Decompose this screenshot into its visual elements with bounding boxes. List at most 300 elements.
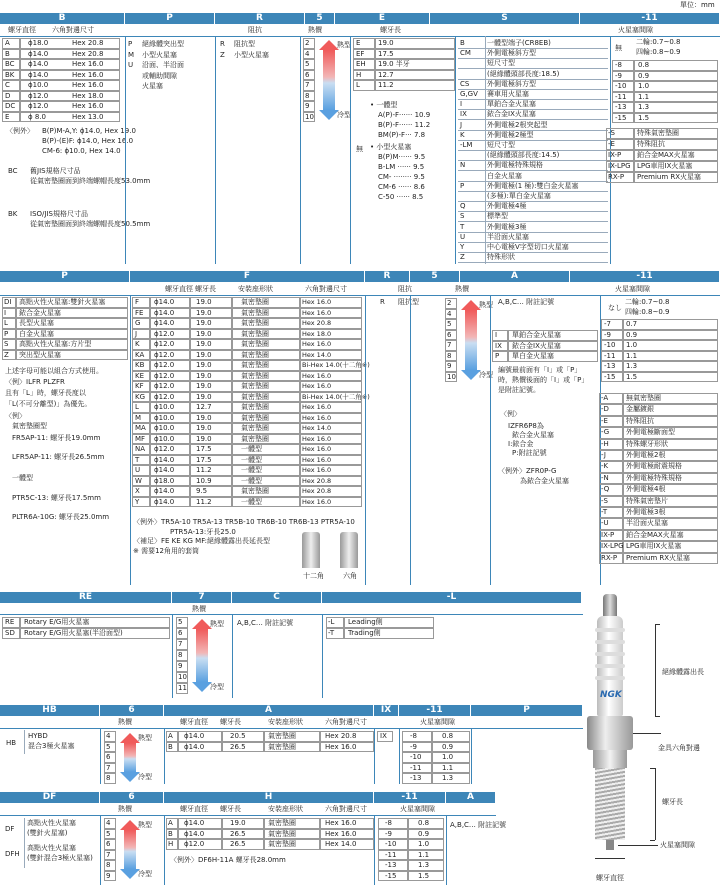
text: -N	[601, 473, 609, 482]
text: 螺牙直徑	[165, 285, 193, 293]
text: B(P)M-A,Y: ϕ14.0, Hex 19.0	[42, 127, 136, 135]
text: C-50 ······ 8.5	[378, 193, 424, 201]
text: K	[460, 130, 465, 139]
divider	[130, 295, 131, 585]
text: G	[135, 319, 141, 327]
text: NA	[135, 445, 146, 453]
insulator-rib	[595, 664, 625, 668]
text: • 小型火星塞	[370, 143, 412, 151]
text: • 一體型	[370, 101, 398, 109]
text: 氣密墊圈	[268, 840, 296, 848]
text: 19.0	[196, 371, 212, 380]
text: 沿面、半沿面	[142, 61, 184, 69]
text: BK	[8, 210, 18, 218]
text: 0.9	[626, 330, 638, 339]
divider	[471, 728, 472, 784]
text: 絕緣體露出長	[662, 668, 704, 676]
text: 5	[178, 618, 183, 626]
text: IX-LPG	[608, 162, 631, 170]
text: 安裝座形狀	[268, 805, 303, 813]
text: ϕ14.0	[28, 60, 49, 68]
text: 4	[305, 49, 310, 58]
divider	[365, 295, 366, 585]
divider	[458, 232, 608, 233]
text: 19.0	[230, 819, 246, 827]
text: BM(P)-F··· 7.8	[378, 131, 426, 139]
text: KB	[135, 361, 145, 369]
divider	[0, 614, 583, 615]
text: -U	[601, 519, 609, 528]
text: 10	[178, 673, 187, 681]
text: Hex 16.0	[72, 60, 104, 68]
text: ※ 需要12角用的套筒	[133, 547, 199, 555]
text: 氣密墊圈	[268, 742, 296, 751]
text: 19.0	[196, 298, 212, 306]
header-cell: B	[0, 13, 125, 24]
text: 冷型	[337, 111, 351, 119]
text: B	[168, 829, 173, 838]
text: I	[460, 100, 463, 109]
text: 19.0	[196, 392, 212, 401]
text: H	[356, 70, 362, 79]
text: 5	[106, 829, 111, 838]
text: P	[495, 352, 500, 360]
text: 26.5	[230, 840, 246, 848]
text: ϕ14.0	[154, 308, 175, 317]
divider	[458, 201, 608, 202]
text: 11.2	[196, 497, 212, 506]
text: 0.8	[418, 819, 430, 827]
text: H	[168, 840, 174, 848]
text: Hex 14.0	[325, 840, 357, 848]
text: 螺牙直徑	[596, 874, 624, 882]
text: 6	[106, 840, 111, 848]
text: 0.8	[638, 61, 650, 69]
text: ϕ12.0	[28, 91, 49, 100]
text: 安裝座形狀	[238, 285, 273, 293]
divider	[100, 728, 101, 784]
text: 19.0 半牙	[378, 60, 410, 68]
text: I	[495, 331, 498, 339]
text: EF	[356, 49, 365, 58]
text: 上述字母可能以組合方式使用。	[5, 367, 103, 375]
text: (雙針火星塞)	[27, 829, 68, 837]
text: CM-6 ······ 8.6	[378, 183, 425, 191]
text: S	[4, 340, 9, 348]
text: -E	[601, 416, 608, 425]
text: 〈例外〉ZFR0P-G	[498, 467, 557, 475]
text: 0.8	[442, 732, 454, 740]
text: 1.3	[442, 774, 454, 782]
text: 11	[178, 684, 187, 692]
text: 6	[447, 330, 452, 339]
text: 外側電極斜方型	[487, 79, 536, 88]
text: 氣密墊圈	[268, 829, 296, 838]
insulator-rib	[595, 628, 625, 632]
text: Hex 20.8	[325, 732, 357, 740]
text: Hex 16.0	[302, 413, 332, 422]
text: 12.7	[196, 403, 212, 411]
section-header	[0, 792, 496, 803]
text: 螺牙長	[220, 718, 241, 726]
text: 二輪:0.7~0.8	[636, 38, 681, 46]
text: 時，熱價後面的「I」或「P」	[498, 376, 589, 384]
insulator-rib	[595, 652, 625, 656]
text: 外側電極3極	[487, 222, 527, 231]
text: KF	[135, 382, 144, 390]
text: 熱型	[337, 41, 351, 49]
text: D	[5, 91, 11, 100]
text: 19.0	[196, 329, 212, 338]
text: DF	[5, 825, 15, 833]
header-cell: A	[460, 271, 570, 282]
text: 冷型	[479, 371, 493, 379]
text: BK	[5, 70, 15, 79]
text: 一體型	[241, 455, 262, 464]
text: U	[135, 466, 141, 474]
text: 金屬鍍銀	[626, 405, 654, 414]
text: B	[460, 39, 465, 47]
text: 1.3	[626, 362, 638, 370]
text: 〈例〉	[5, 412, 26, 420]
hex-nut	[340, 532, 358, 568]
header-cell: P	[471, 705, 583, 716]
plug-hex	[587, 716, 633, 750]
text: 17.5	[378, 49, 394, 58]
text: 阻抗型	[398, 298, 419, 306]
text: 螺牙長	[380, 26, 401, 34]
divider	[446, 815, 447, 885]
text: ϕ10.0	[154, 434, 175, 443]
text: ϕ14.0	[184, 742, 205, 751]
frame	[623, 351, 718, 362]
divider	[215, 36, 216, 264]
text: Hex 20.8	[302, 487, 332, 495]
text: Hex 14.0	[302, 350, 332, 359]
text: ϕ14.0	[184, 829, 205, 838]
text: F	[135, 298, 140, 306]
text: 氣密墊圈	[241, 308, 269, 317]
text: 螺牙直徑	[180, 718, 208, 726]
text: T	[460, 222, 465, 231]
divider	[410, 295, 411, 585]
text: LPG車用IX火星塞	[637, 162, 693, 170]
text: B(P)-F······ 11.2	[378, 121, 431, 129]
text: 鉑合金MAX火星塞	[626, 530, 684, 539]
header-cell: -11	[374, 792, 446, 803]
text: ϕ14.0	[184, 732, 205, 740]
plug-thread	[595, 768, 625, 840]
text: LPG車用IX火星塞	[626, 542, 682, 551]
text: B	[168, 742, 173, 751]
divider	[172, 614, 173, 698]
text: 外側電極2根突起型	[487, 120, 548, 129]
header-cell: S	[430, 13, 580, 24]
text: 火星塞間隙	[618, 26, 653, 34]
divider	[655, 768, 656, 840]
text: 短尺寸型	[487, 141, 515, 149]
text: 四輪:0.8~0.9	[625, 308, 670, 316]
text: 11.2	[196, 466, 212, 474]
divider	[458, 262, 608, 263]
text: B(P)M······ 9.5	[378, 153, 426, 161]
text: A,B,C… 附註記號	[498, 298, 555, 306]
text: ϕ18.0	[28, 39, 49, 47]
text: 特殊氣密墊片	[626, 496, 668, 505]
text: -G	[601, 428, 610, 437]
cold-arrow-icon	[120, 869, 140, 879]
text: LFR5AP-11: 螺牙長26.5mm	[12, 453, 105, 461]
text: 二輪:0.7~0.8	[625, 298, 670, 306]
header-cell: 6	[100, 792, 164, 803]
divider	[0, 728, 583, 729]
text: 1.0	[638, 82, 650, 90]
text: I:銥合金	[508, 440, 534, 448]
text: 熱價	[118, 805, 132, 813]
text: 銥合金IX火星塞	[512, 341, 561, 350]
text: 銥合金火星塞	[19, 308, 61, 317]
header-cell: -11	[399, 705, 471, 716]
text: 氣密墊圈	[241, 371, 269, 380]
text: 冷型	[138, 870, 152, 878]
text: Hex 16.0	[302, 382, 332, 390]
text: Hex 18.0	[72, 91, 104, 100]
text: -10	[615, 82, 627, 90]
text: CM	[460, 49, 471, 58]
text: ϕ10.0	[154, 403, 175, 411]
text: 冷型	[210, 683, 224, 691]
text: 一體型	[241, 476, 262, 485]
text: W	[135, 476, 142, 485]
text: ϕ12.0	[154, 392, 175, 401]
text: B	[5, 49, 10, 58]
divider	[0, 815, 496, 816]
text: 氣密墊圈	[241, 298, 269, 306]
divider	[595, 858, 625, 859]
text: IX	[460, 110, 467, 119]
section-header	[0, 271, 720, 282]
header-cell: P	[0, 271, 130, 282]
text: -8	[615, 61, 622, 69]
text: Rotary E/G用火星塞(半沿面型)	[24, 629, 123, 637]
text: 特殊螺牙形狀	[626, 439, 668, 448]
text: R	[220, 40, 225, 48]
text: 熱價	[118, 718, 132, 726]
text: Z	[220, 50, 225, 59]
text: なし	[608, 304, 622, 312]
text: 一體型	[12, 474, 33, 482]
text: Hex 16.0	[302, 466, 332, 474]
text: 阻抗	[248, 26, 262, 34]
text: ϕ12.0	[154, 361, 175, 369]
header-cell: -11	[580, 13, 720, 24]
text: -9	[604, 330, 611, 339]
text: 6	[305, 70, 310, 79]
text: 或輔助間隙	[142, 71, 177, 80]
header-cell: F	[130, 271, 365, 282]
section-header	[0, 592, 582, 603]
text: -8	[385, 819, 392, 827]
text: 1.1	[442, 763, 454, 772]
divider	[458, 211, 608, 212]
text: 〈例外〉TR5A-10 TR5A-13 TR5B-10 TR6B-10 TR6B-13 PTR5A-10	[133, 518, 355, 526]
text: Hex 14.0	[302, 424, 332, 432]
text: E	[5, 112, 10, 121]
header-cell: IX	[374, 705, 399, 716]
text: -S	[608, 129, 615, 137]
text: ϕ10.0	[28, 81, 49, 89]
text: 10	[447, 372, 456, 381]
text: -11	[410, 763, 422, 772]
text: K	[135, 340, 140, 348]
text: ϕ12.0	[154, 329, 175, 338]
header-cell: 6	[100, 705, 164, 716]
text: 是附註記號。	[498, 386, 540, 394]
divider	[458, 252, 608, 253]
text: PTR5C-13: 螺牙長17.5mm	[12, 494, 101, 502]
text: 一體型	[241, 497, 262, 506]
header-cell: C	[232, 592, 322, 603]
text: ϕ10.0	[154, 413, 175, 422]
text: PLTR6A-10G: 螺牙長25.0mm	[12, 513, 110, 521]
text: Hex 16.0	[72, 70, 104, 79]
text: M	[128, 50, 135, 59]
text: 8	[447, 351, 452, 360]
text: 氣密墊圈	[241, 382, 269, 390]
text: Hex 20.8	[72, 39, 104, 47]
text: 舊JIS規格尺寸品	[30, 167, 81, 175]
text: -J	[601, 451, 606, 459]
text: 六角對邊尺寸	[305, 285, 347, 293]
text: ϕ12.0	[154, 382, 175, 390]
cold-arrow-icon	[192, 682, 212, 692]
text: -15	[615, 113, 627, 122]
cold-arrow-icon	[461, 370, 481, 380]
text: 2	[305, 39, 310, 47]
hot-arrow-icon	[461, 300, 481, 310]
text: -11	[385, 850, 397, 859]
text: 外側電極2根	[626, 451, 666, 459]
text: ISO/JIS規格尺寸品	[30, 210, 88, 218]
text: A(P)-F······ 10.9	[378, 111, 431, 119]
text: 1.5	[638, 113, 650, 122]
frame	[623, 372, 718, 383]
text: -LM	[460, 141, 473, 149]
text: 無氣密墊圈	[626, 394, 661, 402]
text: EH	[356, 60, 366, 68]
text: 外側電極斷面型	[626, 428, 675, 437]
text: 阻抗	[398, 285, 412, 293]
text: 19.0	[196, 424, 212, 432]
text: 10	[305, 112, 314, 121]
text: A	[168, 819, 173, 827]
bihex-nut	[302, 532, 320, 568]
text: E	[356, 39, 361, 47]
divider	[0, 36, 720, 37]
text: Z	[460, 253, 465, 262]
text: 外側電極特殊規格	[487, 161, 543, 170]
text: ϕ14.0	[154, 487, 175, 495]
divider	[490, 295, 491, 585]
text: ϕ14.0	[154, 455, 175, 464]
text: ϕ14.0	[154, 298, 175, 306]
text: B(P)-(E)F: ϕ14.0, Hex 16.0	[42, 137, 134, 145]
text: 1.0	[418, 840, 430, 848]
text: 從氣密墊圈面到終端螺帽長度53.0mm	[30, 177, 151, 185]
text: 特殊氣密墊圈	[637, 129, 679, 137]
text: DI	[4, 298, 12, 306]
text: M	[135, 413, 142, 422]
text: 6	[106, 753, 111, 761]
text: 高點火性火星塞	[27, 819, 76, 827]
text: 5	[305, 60, 310, 68]
text: 19.0	[196, 319, 212, 327]
text: 9	[305, 102, 310, 110]
hot-arrow-icon	[319, 40, 339, 50]
plug-brand-logo: NGK	[600, 690, 622, 700]
text: Hex 16.0	[325, 819, 357, 827]
divider	[164, 728, 165, 784]
text: 〈例外〉DF6H-11A 螺牙長28.0mm	[170, 856, 286, 864]
text: 氣密墊圈	[241, 434, 269, 443]
frame	[378, 818, 408, 829]
text: A	[5, 39, 10, 47]
text: -E	[608, 140, 615, 148]
text: Premium RX火星塞	[626, 553, 691, 562]
divider	[458, 170, 608, 171]
text: 高點火性火星塞:方片型	[19, 340, 92, 348]
text: KA	[135, 350, 145, 359]
text: -7	[604, 320, 611, 328]
text: IX	[380, 732, 387, 740]
divider	[24, 818, 25, 868]
text: 7	[178, 640, 183, 648]
text: -11	[615, 92, 627, 101]
text: Q	[460, 202, 466, 211]
text: Bi-Hex 14.0(十二角※)	[302, 361, 370, 369]
header-cell: A	[446, 792, 496, 803]
text: 特殊阻抗	[626, 416, 654, 425]
text: 9.5	[196, 487, 208, 495]
text: Hex 16.0	[72, 81, 104, 89]
header-cell: 5	[305, 13, 335, 24]
plug-shell	[593, 750, 627, 768]
text: 9	[106, 871, 111, 880]
text: 氣密墊圈	[241, 413, 269, 422]
text: 4	[106, 819, 111, 827]
text: 十二角	[303, 572, 324, 580]
text: Leading側	[348, 618, 383, 626]
text: 突出型火星塞	[19, 350, 61, 359]
frame	[623, 319, 718, 330]
text: ϕ14.0	[28, 70, 49, 79]
header-cell: DF	[0, 792, 100, 803]
text: 1.1	[638, 92, 650, 101]
text: 安裝座形狀	[268, 718, 303, 726]
text: 特殊形狀	[487, 253, 515, 262]
text: 六角對邊尺寸	[52, 26, 94, 34]
text: 4	[106, 732, 111, 740]
text: DC	[5, 102, 16, 110]
text: 8	[106, 861, 111, 869]
text: 氣密墊圈	[241, 340, 269, 348]
text: -S	[601, 496, 608, 505]
text: 單位：mm	[680, 1, 715, 9]
text: 半沿面火星塞	[626, 519, 668, 528]
header-cell: E	[335, 13, 430, 24]
text: 鉑合金MAX火星塞	[637, 151, 695, 159]
text: 19.0	[378, 39, 394, 47]
